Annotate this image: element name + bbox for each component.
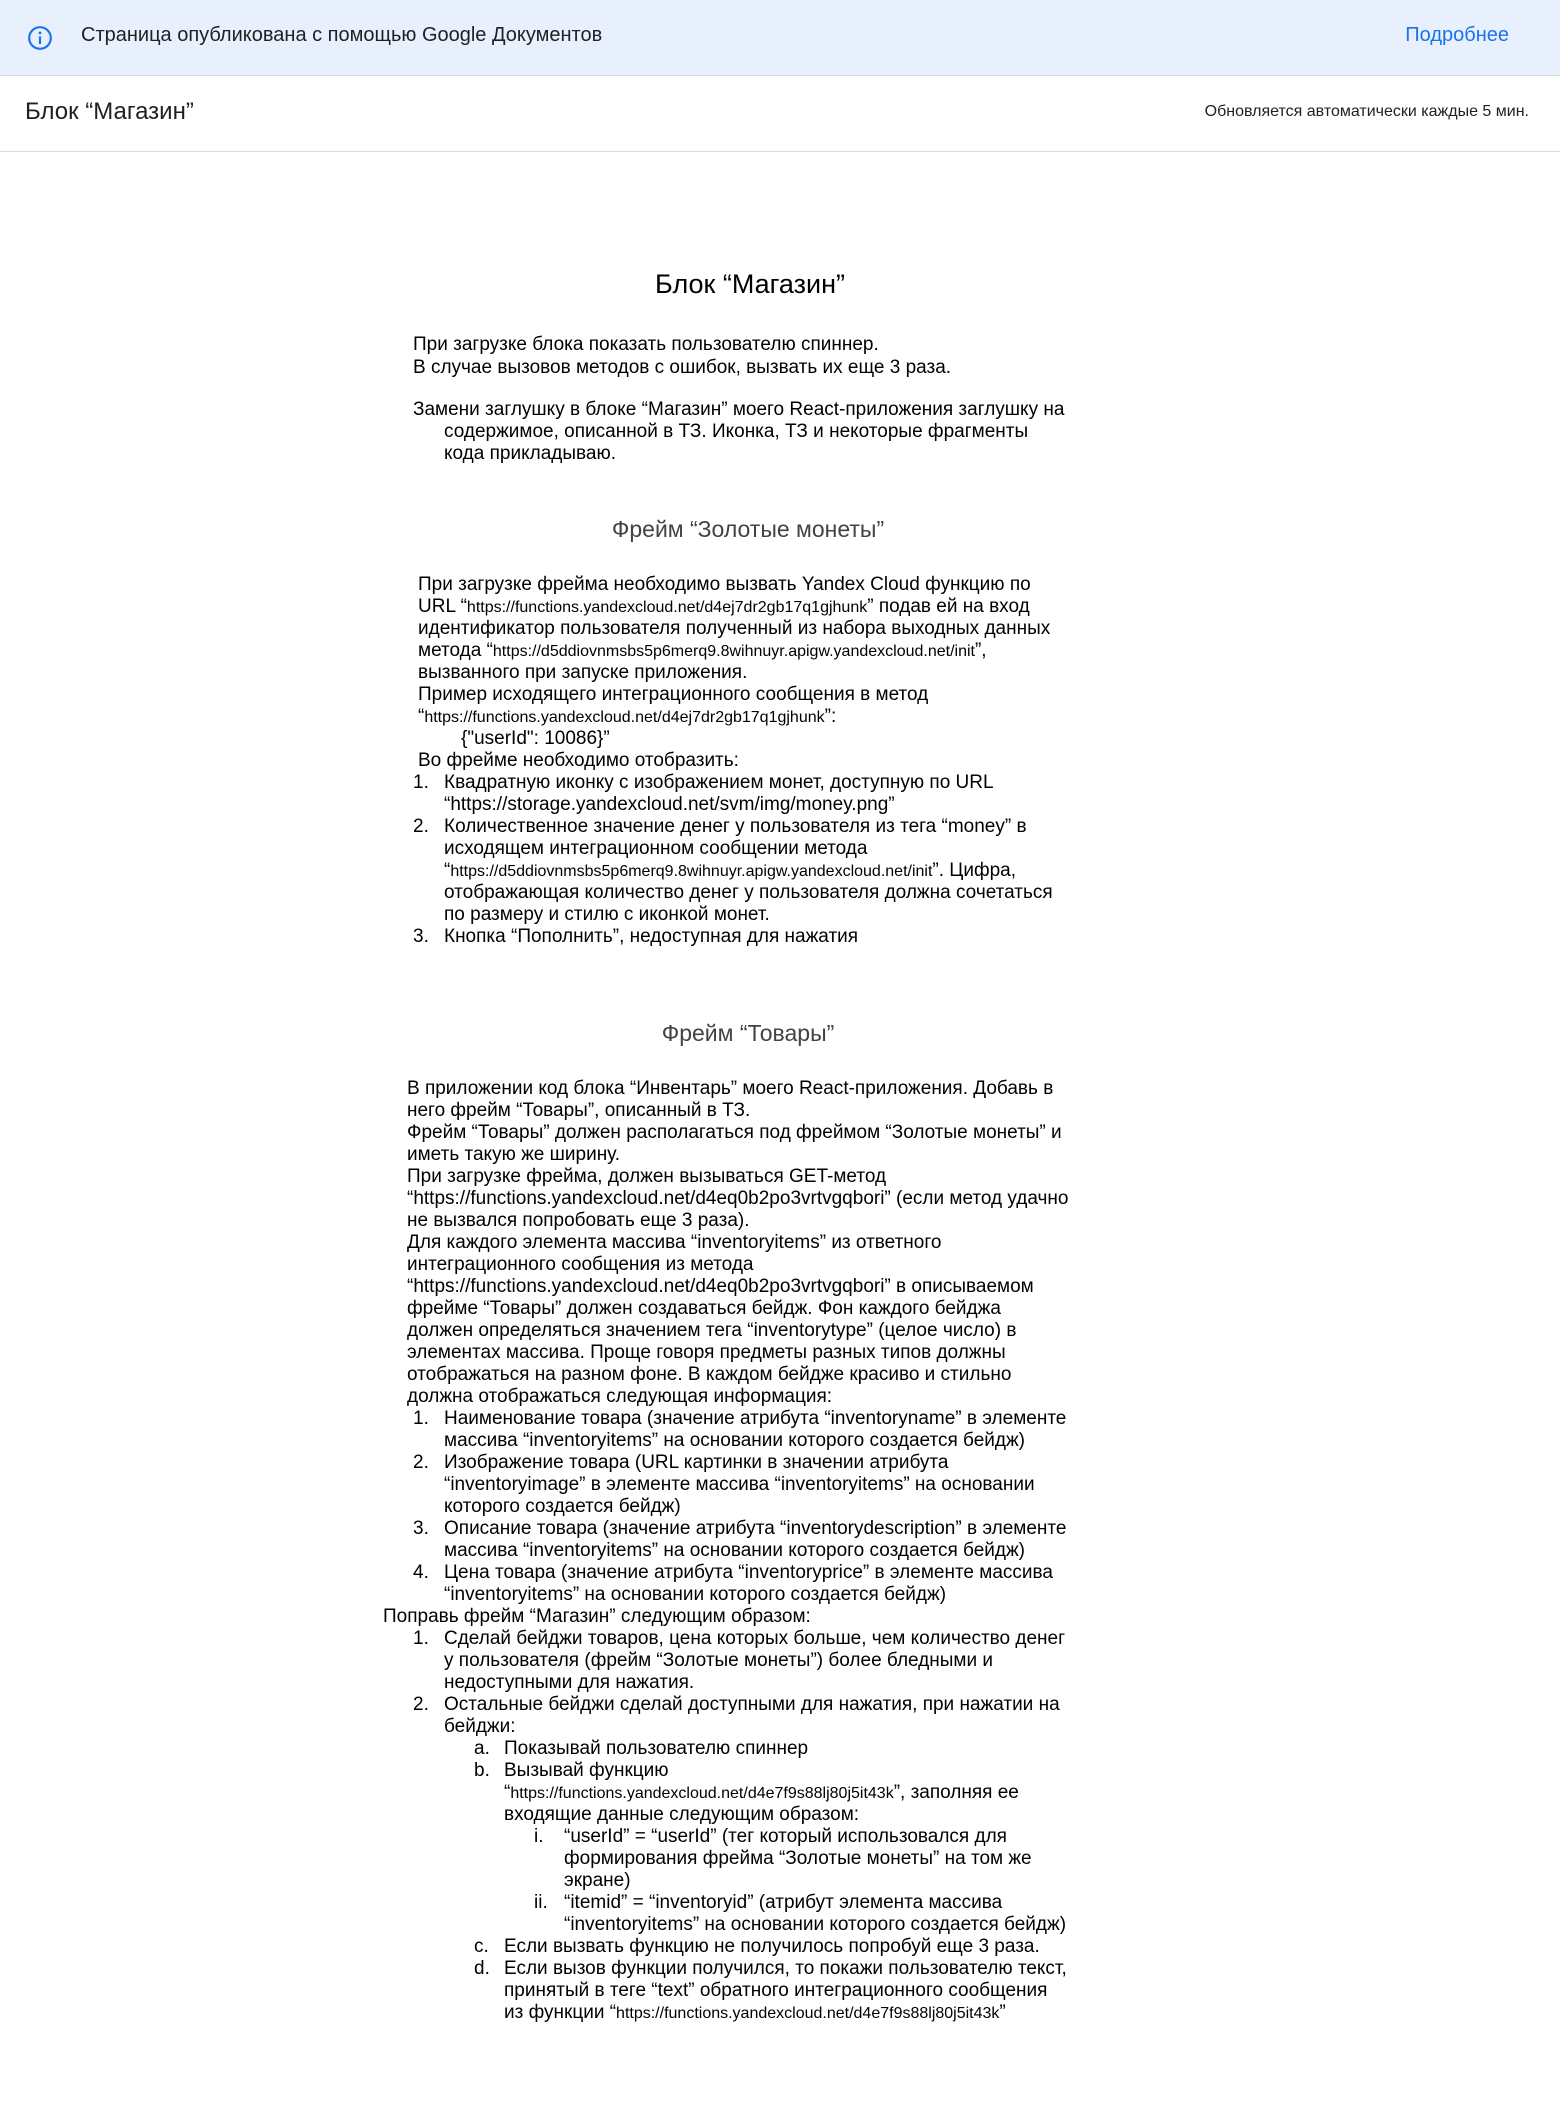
goods-line: не вызвался попробовать еще 3 раза). [407,1210,750,1231]
sub-sub-item: “inventoryitems” на основании которого создается бейдж) [564,1914,1067,1935]
section-heading-goods: Фрейм “Товары” [661,1020,835,1046]
list-item: недоступными для нажатия. [444,1672,695,1693]
coins-line: Пример исходящего интеграционного сообщения в метод [418,684,929,705]
coins-line: При загрузке фрейма необходимо вызвать Yandex Cloud функцию по [418,574,1031,595]
goods-line: отображаться на разном фоне. В каждом бейдже красиво и стильно [407,1364,1012,1385]
list-item: у пользователя (фрейм “Золотые монеты”) более бледными и [444,1650,993,1671]
sub-item: принятый в теге “text” обратного интеграционного сообщения [504,1980,1048,2001]
fix-heading: Поправь фрейм “Магазин” следующим образом: [383,1606,811,1627]
coins-line: метода “https://d5ddiovnmsbs5p6merq9.8wihnuyr.apigw.yandexcloud.net/init”, [418,640,987,661]
list-item: Квадратную иконку с изображением монет, доступную по URL [444,772,994,793]
goods-line: интеграционного сообщения из метода [407,1254,754,1275]
list-item: “inventoryitems” на основании которого создается бейдж) [444,1584,947,1605]
init-url: https://d5ddiovnmsbs5p6merq9.8wihnuyr.apigw.yandexcloud.net/init [492,643,975,660]
list-item: Остальные бейджи сделай доступными для нажатия, при нажатии на [444,1694,1060,1715]
goods-line: должна отображаться следующая информация: [407,1386,833,1407]
list-item: “https://d5ddiovnmsbs5p6merq9.8wihnuyr.apigw.yandexcloud.net/init”. Цифра, [444,860,1017,881]
header-title: Блок “Магазин” [25,98,194,125]
goods-line: При загрузке фрейма, должен вызываться GET-метод [407,1166,887,1187]
list-item: бейджи: [444,1716,516,1737]
sub-sub-item: формирования фрейма “Золотые монеты” на том же [564,1848,1032,1869]
list-item: Наименование товара (значение атрибута “inventoryname” в элементе [444,1408,1067,1429]
sub-sub-item: экране) [564,1870,631,1891]
list-letter: d. [474,1958,490,1979]
list-number: 2. [413,1452,429,1473]
goods-line: Фрейм “Товары” должен располагаться под фреймом “Золотые монеты” и [407,1122,1062,1143]
coins-function-url: https://functions.yandexcloud.net/d4ej7dr2gb17q1gjhunk [466,599,868,616]
document-body [0,153,1560,2103]
list-item: “https://storage.yandexcloud.net/svm/img/money.png” [444,794,895,815]
list-item: Кнопка “Пополнить”, недоступная для нажатия [444,926,859,947]
list-item: Сделай бейджи товаров, цена которых больше, чем количество денег [444,1628,1066,1649]
goods-line: элементах массива. Проще говоря предметы разных типов должны [407,1342,1006,1363]
list-item: Количественное значение денег у пользователя из тега “money” в [444,816,1027,837]
init-url: https://d5ddiovnmsbs5p6merq9.8wihnuyr.apigw.yandexcloud.net/init [450,863,933,880]
sub-item: Если вызвать функцию не получилось попробуй еще 3 раза. [504,1936,1040,1957]
sub-item: входящие данные следующим образом: [504,1804,860,1825]
replace-line: кода прикладываю. [444,443,616,464]
list-item: массива “inventoryitems” на основании которого создается бейдж) [444,1540,1026,1561]
list-item: Описание товара (значение атрибута “inventorydescription” в элементе [444,1518,1067,1539]
list-roman: ii. [534,1892,548,1913]
learn-more-link[interactable]: Подробнее [1405,24,1509,46]
section-heading-coins: Фрейм “Золотые монеты” [611,516,885,542]
goods-line: В приложении код блока “Инвентарь” моего React-приложения. Добавь в [407,1078,1054,1099]
coins-line: идентификатор пользователя полученный из набора выходных данных [418,618,1051,639]
list-letter: a. [474,1738,490,1759]
list-roman: i. [534,1826,544,1847]
list-item: по размеру и стилю с иконкой монет. [444,904,770,925]
list-item: массива “inventoryitems” на основании которого создается бейдж) [444,1430,1026,1451]
sub-sub-item: “userId” = “userId” (тег который использовался для [564,1826,1007,1847]
buy-function-url: https://functions.yandexcloud.net/d4e7f9s88lj80j5it43k [510,1785,894,1802]
goods-line: должен определяться значением тега “inventorytype” (целое число) в [407,1320,1017,1341]
list-number: 2. [413,816,429,837]
buy-function-url: https://functions.yandexcloud.net/d4e7f9s88lj80j5it43k [616,2005,1000,2022]
goods-line: “https://functions.yandexcloud.net/d4eq0b2po3vrtvgqbori” в описываемом [407,1276,1034,1297]
list-item: которого создается бейдж) [444,1496,681,1517]
coins-line: Во фрейме необходимо отобразить: [418,750,739,771]
goods-line: иметь такую же ширину. [407,1144,621,1165]
goods-line: него фрейм “Товары”, описанный в ТЗ. [407,1100,751,1121]
list-letter: c. [474,1936,489,1957]
coins-line: вызванного при запуске приложения. [418,662,748,683]
list-number: 1. [413,772,429,793]
sub-item: Показывай пользователю спиннер [504,1738,809,1759]
list-number: 3. [413,926,429,947]
document-title: Блок “Магазин” [655,269,845,299]
goods-line: “https://functions.yandexcloud.net/d4eq0b2po3vrtvgqbori” (если метод удачно [407,1188,1069,1209]
list-number: 1. [413,1408,429,1429]
list-letter: b. [474,1760,490,1781]
intro-line: В случае вызовов методов с ошибок, вызвать их еще 3 раза. [413,357,952,378]
sub-item: из функции “https://functions.yandexcloud.net/d4e7f9s88lj80j5it43k” [504,2002,1006,2023]
auto-update-status: Обновляется автоматически каждые 5 мин. [1204,103,1529,120]
doc-header [0,76,1560,152]
sub-item: “https://functions.yandexcloud.net/d4e7f9s88lj80j5it43k”, заполняя ее [504,1782,1019,1803]
coins-function-url: https://functions.yandexcloud.net/d4ej7dr2gb17q1gjhunk [424,709,825,726]
list-number: 3. [413,1518,429,1539]
info-icon [27,25,53,51]
sub-item: Вызывай функцию [504,1760,669,1781]
list-number: 1. [413,1628,429,1649]
list-number: 4. [413,1562,429,1583]
example-json: {"userId": 10086}” [461,728,610,749]
list-item: Цена товара (значение атрибута “inventoryprice” в элементе массива [444,1562,1053,1583]
list-number: 2. [413,1694,429,1715]
coins-line: “https://functions.yandexcloud.net/d4ej7dr2gb17q1gjhunk”: [418,706,837,727]
sub-sub-item: “itemid” = “inventoryid” (атрибут элемента массива [564,1892,1003,1913]
published-banner [0,0,1560,76]
list-item: исходящем интеграционном сообщении метода [444,838,868,859]
list-item: Изображение товара (URL картинки в значении атрибута [444,1452,949,1473]
goods-line: фрейме “Товары” должен создаваться бейдж. Фон каждого бейджа [407,1298,1001,1319]
replace-line: Замени заглушку в блоке “Магазин” моего React-приложения заглушку на [413,399,1065,420]
replace-line: содержимое, описанной в ТЗ. Иконка, ТЗ и некоторые фрагменты [444,421,1029,442]
intro-line: При загрузке блока показать пользователю спиннер. [413,334,879,355]
list-item: отображающая количество денег у пользователя должна сочетаться [444,882,1053,903]
goods-line: Для каждого элемента массива “inventoryitems” из ответного [407,1232,942,1253]
banner-text: Страница опубликована с помощью Google Документов [81,24,603,46]
list-item: “inventoryimage” в элементе массива “inventoryitems” на основании [444,1474,1035,1495]
sub-item: Если вызов функции получился, то покажи пользователю текст, [504,1958,1067,1979]
coins-line: URL “https://functions.yandexcloud.net/d4ej7dr2gb17q1gjhunk” подав ей на вход [418,596,1030,617]
